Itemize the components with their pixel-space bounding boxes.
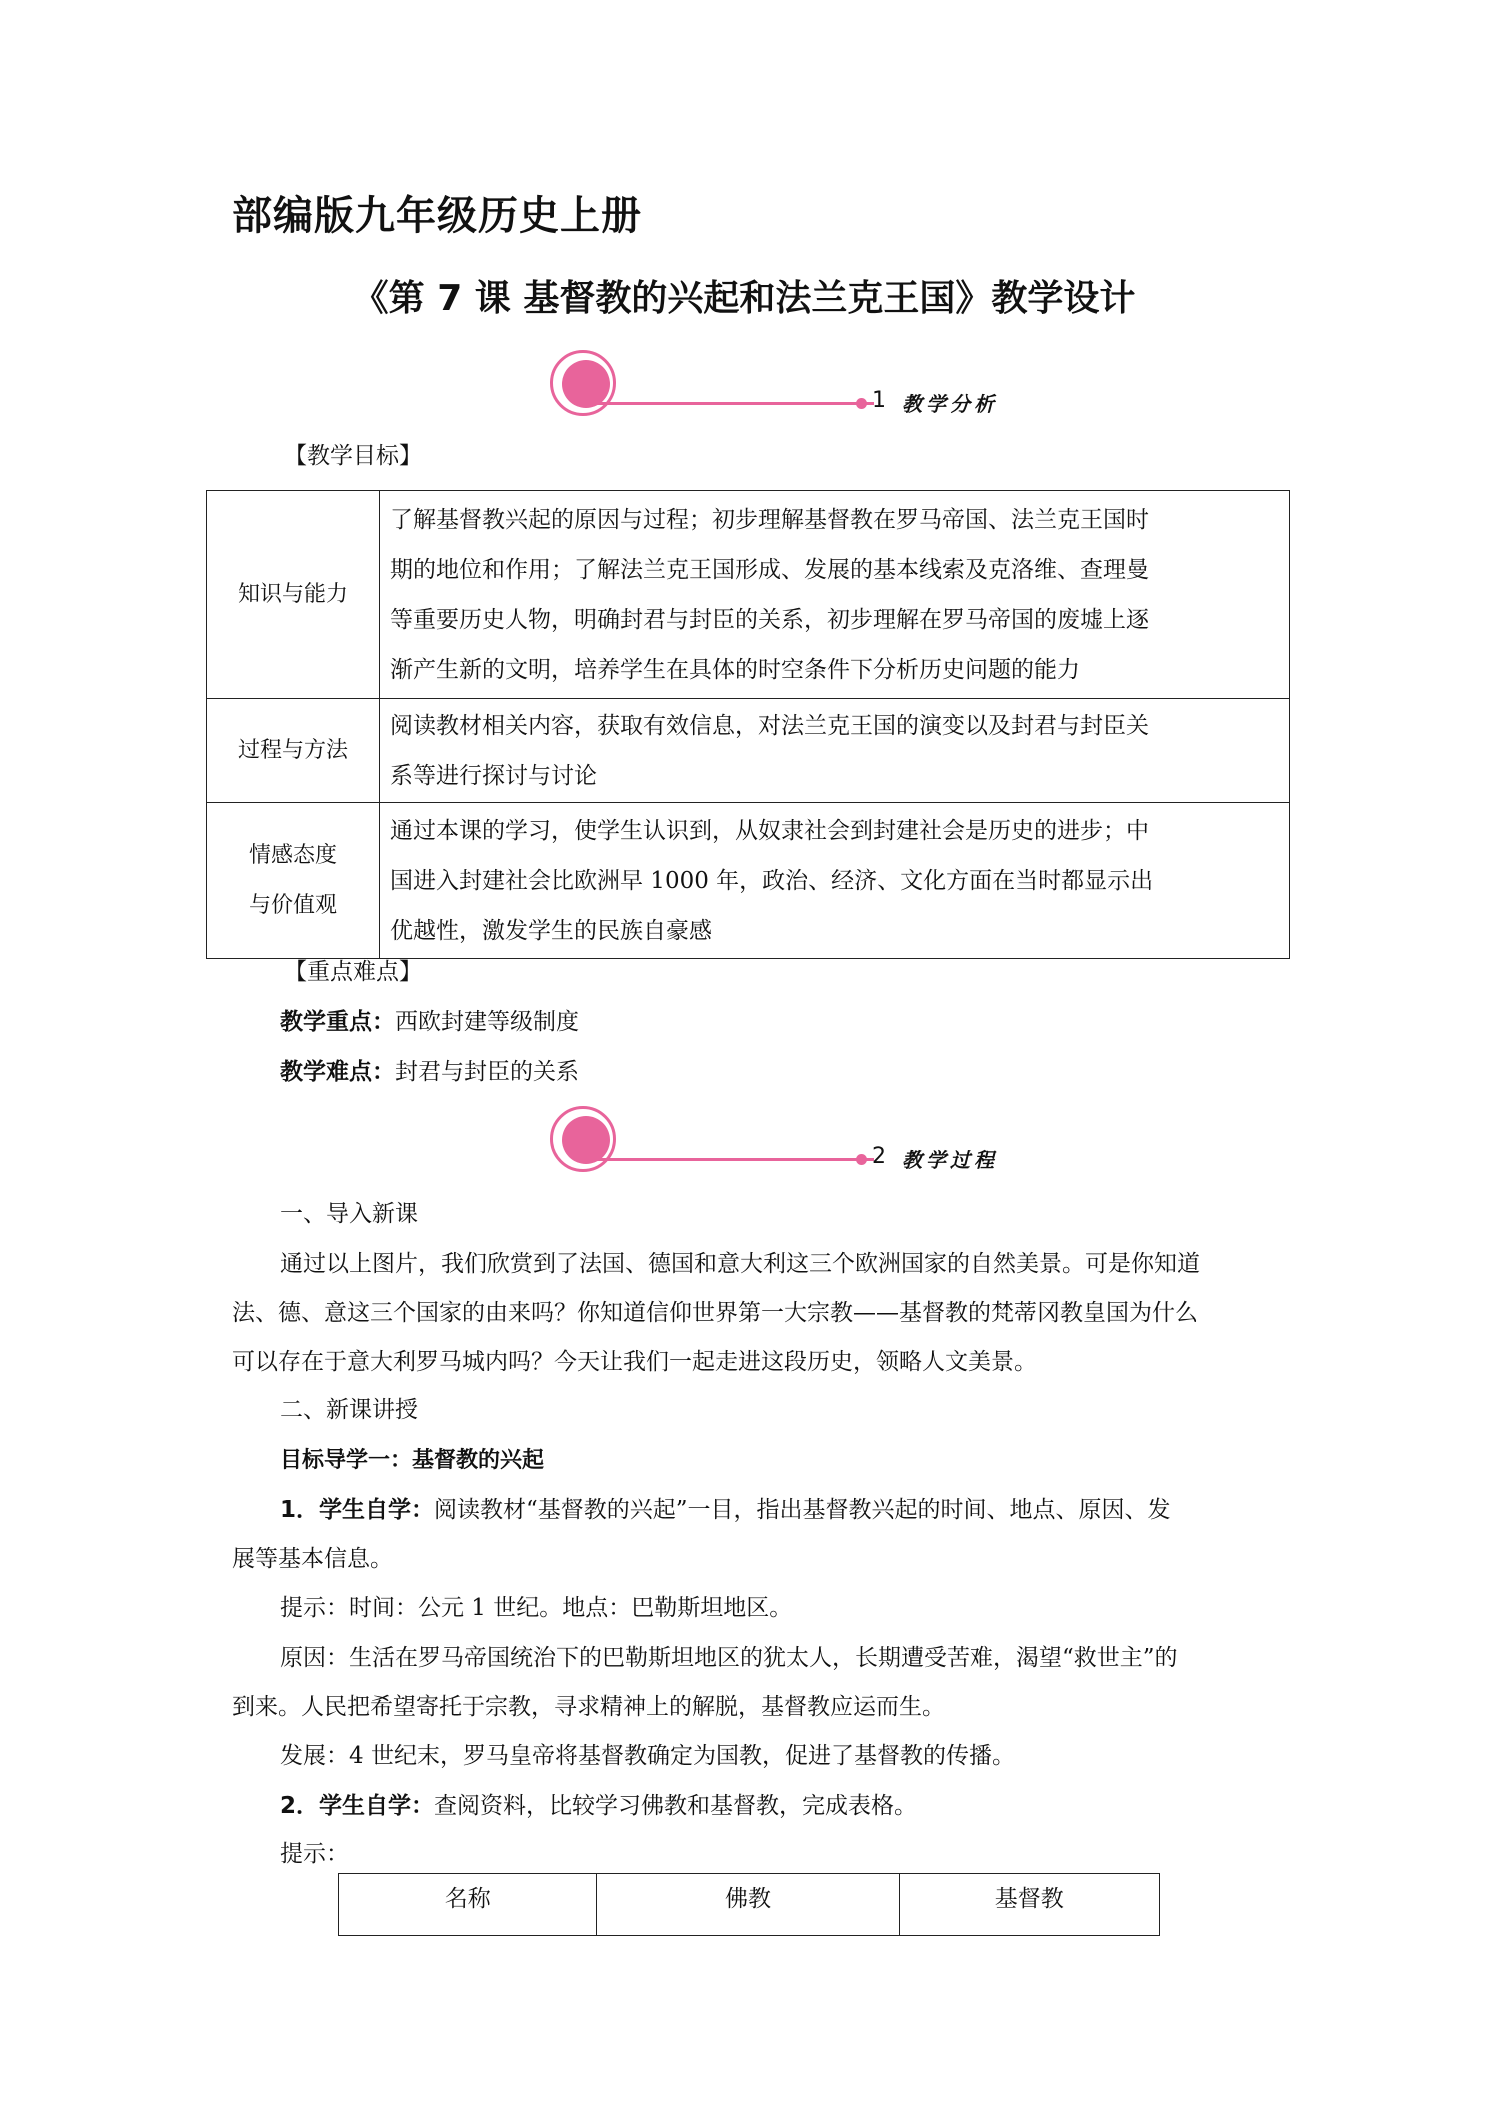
pink-circle-icon xyxy=(550,350,616,416)
teaching-focus: 教学重点：西欧封建等级制度 xyxy=(280,1009,579,1035)
step1-paragraph: 1．学生自学：阅读教材“基督教的兴起”一目，指出基督教兴起的时间、地点、原因、发 展等基本信息。 xyxy=(232,1497,1171,1572)
goals-table xyxy=(206,490,1290,959)
pink-dot-icon xyxy=(856,1154,867,1165)
section-number: 1 xyxy=(872,388,886,413)
pink-dot-icon xyxy=(856,398,867,409)
goal-description: 通过本课的学习，使学生认识到，从奴隶社会到封建社会是历史的进步；中 国进入封建社会比欧洲早 1000 年，政治、经济、文化方面在当时都显示出 优越性，激发学生的民族自豪感 xyxy=(380,803,1290,959)
section-label: 教学分析 xyxy=(902,392,998,416)
section-label: 教学过程 xyxy=(902,1148,998,1172)
part1-heading: 一、导入新课 xyxy=(280,1201,418,1227)
hint1: 提示：时间：公元 1 世纪。地点：巴勒斯坦地区。 xyxy=(280,1595,793,1621)
section-number: 2 xyxy=(872,1144,886,1169)
cause-paragraph: 原因：生活在罗马帝国统治下的巴勒斯坦地区的犹太人，长期遭受苦难，渴望“救世主”的 到来。人民把希望寄托于宗教，寻求精神上的解脱，基督教应运而生。 xyxy=(232,1645,1178,1720)
goal-category: 过程与方法 xyxy=(207,699,380,803)
column-header: 名称 xyxy=(339,1874,597,1936)
hint2: 提示： xyxy=(280,1841,349,1867)
section-header-analysis xyxy=(550,350,1010,430)
part2-heading: 二、新课讲授 xyxy=(280,1397,418,1423)
pink-circle-icon xyxy=(550,1106,616,1172)
development-text: 发展：4 世纪末，罗马皇帝将基督教确定为国教，促进了基督教的传播。 xyxy=(280,1743,1015,1769)
column-header: 佛教 xyxy=(597,1874,899,1936)
document-title: 部编版九年级历史上册 xyxy=(232,193,642,239)
goals-heading: 【教学目标】 xyxy=(284,443,422,469)
goal-description: 阅读教材相关内容，获取有效信息，对法兰克王国的演变以及封君与封臣关 系等进行探讨与讨论 xyxy=(380,699,1290,803)
column-header: 基督教 xyxy=(899,1874,1160,1936)
key-heading: 【重点难点】 xyxy=(284,959,422,985)
table-row xyxy=(207,699,1290,803)
table-row xyxy=(207,491,1290,699)
divider-line xyxy=(584,1158,874,1161)
goal-category: 情感态度 与价值观 xyxy=(207,803,380,959)
goal1-heading: 目标导学一：基督教的兴起 xyxy=(280,1448,545,1473)
goal-category: 知识与能力 xyxy=(207,491,380,699)
teaching-difficulty: 教学难点：封君与封臣的关系 xyxy=(280,1059,579,1085)
divider-line xyxy=(584,402,874,405)
intro-paragraph: 通过以上图片，我们欣赏到了法国、德国和意大利这三个欧洲国家的自然美景。可是你知道 法、德、意这三个国家的由来吗？你知道信仰世界第一大宗教——基督教的梵蒂冈教皇国为什么 可以存在于意大利罗马城内吗？今天让我们一起走进这段历史，领略人文美景。 xyxy=(232,1251,1200,1375)
goal-description: 了解基督教兴起的原因与过程；初步理解基督教在罗马帝国、法兰克王国时 期的地位和作用；了解法兰克王国形成、发展的基本线索及克洛维、查理曼 等重要历史人物，明确封君与封臣的关系，初步理解在罗马帝国的废墟上逐 渐产生新的文明，培养学生在具体的时空条件下分析历史问题的能力 xyxy=(380,491,1290,699)
lesson-title: 《第 7 课 基督教的兴起和法兰克王国》教学设计 xyxy=(352,278,1136,319)
comparison-table xyxy=(338,1873,1160,1936)
table-row xyxy=(339,1874,1160,1936)
step2-paragraph: 2．学生自学：查阅资料，比较学习佛教和基督教，完成表格。 xyxy=(280,1793,918,1819)
table-row xyxy=(207,803,1290,959)
section-header-process xyxy=(550,1106,1010,1186)
